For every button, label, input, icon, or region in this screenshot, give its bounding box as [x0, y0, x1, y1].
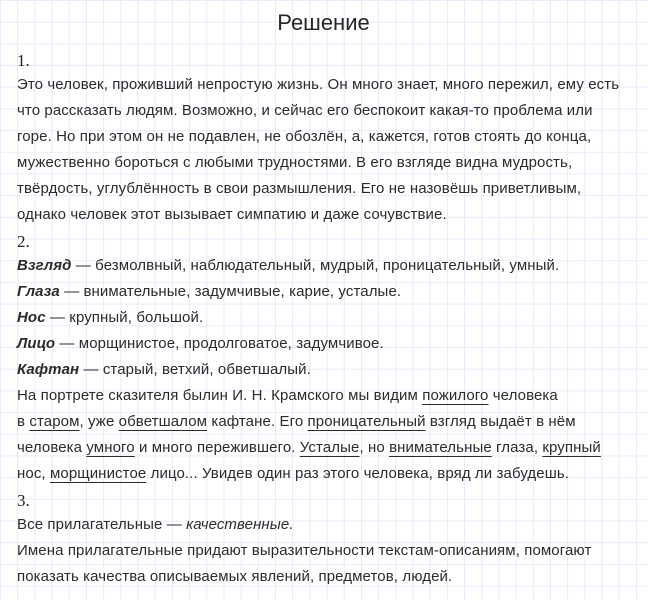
section-number: 2.: [17, 232, 30, 251]
definition-term: Глаза: [17, 283, 60, 300]
text-segment: Это человек, проживший непростую жизнь. Он много знает, много пережил, ему есть что рассказать людям. Возможно, и сейчас его беспокоит какая-то проблема или горе. Но при этом он не подавлен, не обозлён, а, кажется, готов стоять до конца, мужественно бороться с любыми трудностями. В его взгляде видна мудрость, твёрдость, углублённость в свои размышления. Его не назовёшь приветливым, однако человек этот вызывает симпатию и даже сочувствие.: [17, 76, 620, 223]
underlined-word: проницательный: [307, 413, 426, 430]
text-segment: взгляд выдаёт в нём человека: [17, 413, 576, 456]
definition-term: Кафтан: [17, 361, 80, 378]
text-segment: человека: [488, 387, 558, 404]
section: [17, 231, 630, 487]
text-segment: в: [17, 413, 30, 430]
paragraph: [17, 383, 630, 487]
sections: [17, 50, 630, 590]
definition-term: Лицо: [17, 335, 56, 352]
section: [17, 490, 630, 590]
underlined-word: обветшалом: [118, 413, 208, 430]
text-segment: глаза,: [491, 439, 543, 456]
text-segment: , но: [359, 439, 390, 456]
text-segment: лицо... Увидев один раз этого человека, вряд ли забудешь.: [146, 465, 570, 482]
italic-text: качественные.: [186, 516, 294, 533]
text-segment: Имена прилагательные придают выразительности текстам-описаниям, помогают показать качества описываемых явлений, предметов, людей.: [17, 542, 592, 585]
text-segment: Все прилагательные —: [17, 516, 187, 533]
underlined-word: морщинистое: [49, 465, 147, 482]
definition-line: [17, 253, 630, 279]
text-segment: — безмолвный, наблюдательный, мудрый, проницательный, умный.: [71, 257, 560, 274]
section: [17, 50, 630, 228]
section-number: 1.: [17, 51, 30, 70]
definition-line: [17, 357, 630, 383]
text-segment: — старый, ветхий, обветшалый.: [79, 361, 311, 378]
underlined-word: пожилого: [422, 387, 489, 404]
paragraph: [17, 512, 630, 538]
section-number: 3.: [17, 491, 30, 510]
paragraph: [17, 72, 630, 228]
text-segment: На портрете сказителя былин И. Н. Крамского мы видим: [17, 387, 423, 404]
text-segment: и много пережившего.: [134, 439, 300, 456]
underlined-word: умного: [86, 439, 135, 456]
text-segment: — внимательные, задумчивые, карие, усталые.: [59, 283, 402, 300]
paragraph: [17, 538, 630, 590]
underlined-word: крупный: [542, 439, 601, 456]
definition-line: [17, 331, 630, 357]
text-segment: — крупный, большой.: [45, 309, 204, 326]
definition-line: [17, 305, 630, 331]
definition-term: Нос: [17, 309, 46, 326]
text-segment: — морщинистое, продолговатое, задумчивое.: [55, 335, 384, 352]
underlined-word: Усталые: [299, 439, 360, 456]
text-segment: , уже: [79, 413, 119, 430]
page-title: Решение: [277, 10, 370, 35]
underlined-word: старом: [29, 413, 80, 430]
definition-term: Взгляд: [17, 257, 72, 274]
definition-line: [17, 279, 630, 305]
underlined-word: внимательные: [389, 439, 492, 456]
text-segment: нос,: [17, 465, 50, 482]
text-segment: кафтане. Его: [207, 413, 308, 430]
